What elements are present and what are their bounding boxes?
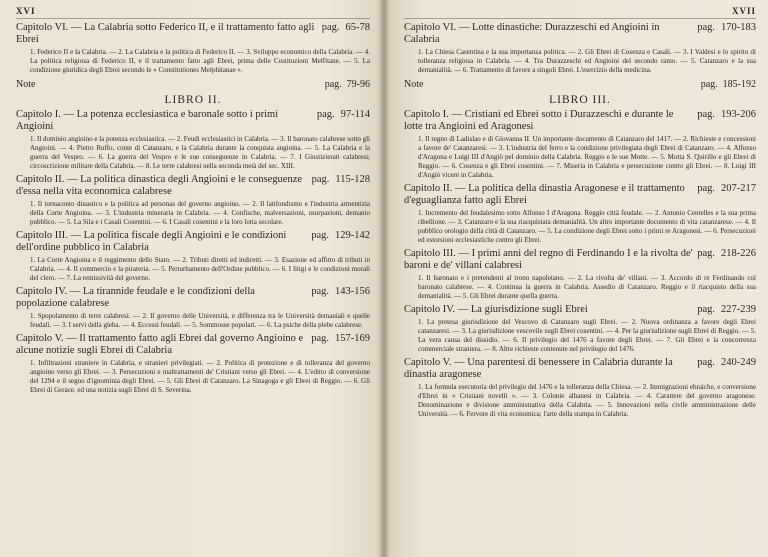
chapter-title: Capitolo VI. — Lotte dinastiche: Durazzeschi ed Angioini in Calabria: [404, 22, 660, 45]
chapter-entry: [404, 357, 756, 419]
chapter-sections: 1. La Chiesa Casentina e la sua importanza politica. — 2. Gli Ebrei di Cosenza e Casali. — 3. I Valdesi e lo spirito di tolleranza religiosa in Calabria. — 4. Tra Durazzeschi ed Angioini del secondo ramo. — 5. Catanzaro e la sua demanialità. — 6. Trattamento di favore a singoli Ebrei. L'esercizio della medicina.: [418, 48, 756, 74]
chapter-entry: [16, 286, 370, 330]
page-range: 79-96: [346, 79, 370, 90]
chapter-sections: 1. Il baronato e i pretendenti al trono napoletano. — 2. La rivolta de' villani. — 3. Accordo di re Ferdinando col baronato calabrese. — 4. Continua la guerra in Calabria. Assedio di Catanzaro. Reggio e il riacquisto della sua demanialità. — 5. Gli Ebrei durante quella guerra.: [418, 274, 756, 300]
chapter-title: Capitolo IV. — La tirannide feudale e le condizioni della popolazione calabrese: [16, 286, 255, 309]
pag-label: pag.: [697, 248, 715, 259]
page-range: 115-128: [335, 174, 370, 185]
chapter-title: Capitolo III. — I primi anni del regno di Ferdinando I e la rivolta de' baroni e de' villani calabresi: [404, 248, 693, 271]
chapter-sections: 1. La Corte Angioina e il reggimento dello Stato. — 2. Tributi diretti ed indiretti. — 3. Esazione ed affitto di tributi in Calabria. — 4. Il commercio e la pirateria. — 5. Perturbamento dell'Ordine pubblico. — 6. I litigi e le condizioni morali del clero. — 7. La remissività del governo.: [30, 256, 370, 282]
chapter-title: Capitolo V. — Una parentesi di benessere in Calabria durante la dinastia aragonese: [404, 357, 673, 380]
page-range: 129-142: [335, 230, 370, 241]
chapter-entry: [404, 183, 756, 245]
chapter-entry: [404, 22, 756, 75]
chapter-entry: [16, 22, 370, 75]
book-part-title: LIBRO II.: [164, 94, 222, 106]
pag-label: pag.: [697, 357, 715, 368]
pag-label: pag.: [697, 22, 715, 33]
pag-label: pag.: [324, 79, 342, 90]
book-gutter: [378, 0, 390, 557]
chapter-entry: [404, 109, 756, 180]
chapter-sections: 1. Il regno di Ladislao e di Giovanna II. Un importante documento di Catanzaro del 1417. — 2. Richieste e concessioni a favore de' Catanzaresi. — 3. L'industria del ferro e la condizione privilegiata degli Ebrei di Catanzaro. — 4. Alfonso d'Aragona e Luigi III d'Angiò pel dominio della Calabria. Reggio e le sue Motte. — 5. Motta S. Quirillo e gli Ebrei di Reggio. — 6. Cosenza e gli Ebrei cosentini. — 7. Miseria in Calabria e persecuzione contro gli Ebrei. — 8. Luigi III d'Angiò viceré in Calabria.: [418, 135, 756, 179]
pag-label: pag.: [311, 174, 330, 185]
chapter-sections: 1. Incremento del feudalesimo sotto Alfonso I d'Aragona. Reggio città feudale. — 2. Antonio Centelles e la sua prima ribellione. — 3. Catanzaro e la sua riacquistata demanialità. Un altro importante documento di vita catanzarese. — 4. Il pubblico orologio della città di Catanzaro. — 5. La condizione degli Ebrei sotto i primi re Aragonesi. — 6. Persecuzioni ed estorsioni ecclesiastiche contro gli Ebrei.: [418, 209, 756, 244]
pag-label: pag.: [311, 333, 329, 344]
page-range: 97-114: [340, 109, 370, 120]
divider: [16, 18, 370, 19]
divider: [404, 18, 756, 19]
chapter-title: Capitolo I. — Cristiani ed Ebrei sotto i Durazzeschi e durante le lotte tra Angioini ed Aragonesi: [404, 109, 674, 132]
pag-label: pag.: [700, 79, 718, 90]
page-range: 240-249: [721, 357, 756, 368]
page-range: 227-239: [721, 304, 756, 315]
chapter-sections: 1. Infiltrazioni straniere in Calabria, e stranieri privilegiati. — 2. Politica di protezione e di tolleranza del governo angioino verso gli Ebrei. — 3. Persecuzioni e maltrattamenti de' Cristiani verso gli Ebrei. — 4. L'editto di conversione del 1294 e il segno d'ignominia degli Ebrei. — 5. Gli Ebrei di Catanzaro. La Sinagoga e gli Ebrei di Reggio. — 6. Gli Ebrei di Gerace, ed una notizia sugli Ebrei di S. Severina.: [30, 359, 370, 394]
page-range: 218-226: [721, 248, 756, 259]
chapter-title: Capitolo IV. — La giurisdizione sugli Ebrei: [404, 304, 588, 315]
chapter-entry: [404, 304, 756, 354]
page-range: 143-156: [335, 286, 370, 297]
chapter-title: Capitolo III. — La politica fiscale degli Angioini e le condizioni dell'ordine pubblico in Calabria: [16, 230, 287, 253]
pag-label: pag.: [311, 286, 329, 297]
page-number: XVII: [731, 6, 756, 16]
pag-label: pag.: [311, 230, 329, 241]
pag-label: pag.: [697, 304, 715, 315]
right-page: [384, 0, 768, 557]
page-range: 207-217: [721, 183, 756, 194]
page-number: XVI: [16, 6, 36, 16]
pag-label: pag.: [316, 109, 335, 120]
note-entry: [404, 79, 756, 90]
chapter-title: Capitolo II. — La politica della dinastia Aragonese e il trattamento d'eguaglianza fatto agli Ebrei: [404, 183, 685, 206]
chapter-sections: 1. Federico II e la Calabria. — 2. La Calabria e la politica di Federico II. — 3. Sviluppo economico della Calabria. — 4. La politica religiosa di Federico II, e il trattamento fatto agli Ebrei, prima delle Costituzioni Melfitane. — 5. La condizione giuridica degli Ebrei secondo le « Constitutiones Melphitanae ».: [30, 48, 370, 74]
note-label: Note: [404, 79, 424, 90]
page-range: 170-183: [721, 22, 756, 33]
chapter-sections: 1. La pretesa giurisdizione del Vescovo di Catanzaro sugli Ebrei. — 2. Nuova ordinanza a favore degli Ebrei catanzaresi. — 3. La giurisdizione vescovile sugli Ebrei cosentini. — 4. Per la giurisdizione sugli Ebrei di Reggio. — 5. La vera causa del dissidio. — 6. Il privilegio del 1476 a favore degli Ebrei. — 7. Gli Ebrei e la concorrenza commerciale straniera. — 8. Altre richieste contenute nel privilegio del 1476.: [418, 318, 756, 353]
pag-label: pag.: [697, 183, 715, 194]
chapter-title: Capitolo V. — Il trattamento fatto agli Ebrei dal governo Angioino e alcune notizie sugli Ebrei di Calabria: [16, 333, 304, 356]
page-range: 185-192: [722, 79, 756, 90]
chapter-entry: [16, 174, 370, 227]
page-range: 193-206: [721, 109, 756, 120]
note-entry: [16, 79, 370, 90]
chapter-title: Capitolo II. — La politica dinastica degli Angioini e le conseguenze d'essa nella vita economica calabrese: [16, 174, 303, 197]
note-label: Note: [16, 79, 36, 90]
book-part-title: LIBRO III.: [549, 94, 611, 106]
chapter-entry: [404, 248, 756, 301]
pag-label: pag.: [697, 109, 715, 120]
chapter-entry: [16, 333, 370, 395]
chapter-entry: [16, 109, 370, 171]
chapter-title: Capitolo I. — La potenza ecclesiastica e baronale sotto i primi Angioini: [16, 109, 279, 132]
chapter-sections: 1. Il tornaconto dinastico e la politica ad personas del governo angioino. — 2. Il latifondismo e l'industria armentizia della Corte Angioina. — 3. L'industria mineraria in Calabria. — 4. Confische, malversazioni, usurpazioni, demanio pubblico. — 5. La Sila e i Casali Cosentini. — 6. I Casali cosentini e la loro lotta secolare.: [30, 200, 370, 226]
pag-label: pag.: [321, 22, 340, 33]
chapter-sections: 1. La formula esecutoria del privilegio del 1476 e la tolleranza della Chiesa. — 2. Immigrazioni ebraiche, e conversione d'Ebrei in « Cristiani novelli ». — 3. Colonie albanesi in Calabria. — 4. Carattere del governo aragonese. Denominazione e divisione amministrativa della Calabria. — 5. Innovazioni nella civile amministrazione delle Università. — 6. Fervore di vita economica; l'arte della stampa in Calabria.: [418, 383, 756, 418]
chapter-title: Capitolo VI. — La Calabria sotto Federico II, e il trattamento fatto agli Ebrei: [16, 22, 315, 45]
chapter-sections: 1. Spopolamento di terre calabresi. — 2. Il governo delle Università, e differenza tra le Università demaniali e quelle feudali. — 3. I servi della gleba. — 4. Eccessi feudali. — 5. Sommosse popolari. — 6. La psiche della plebe calabrese.: [30, 312, 370, 329]
chapter-entry: [16, 230, 370, 283]
page-range: 65-78: [345, 22, 370, 33]
page-range: 157-169: [335, 333, 370, 344]
chapter-sections: 1. Il dominio angioino e la potenza ecclesiastica. — 2. Feudi ecclesiastici in Calabria. — 3. Il baronato calabrese sotto gli Angioini. — 4. Pietro Ruffo, conte di Catanzaro, e la Calabria durante la conquista angioina. — 5. La Calabria e la guerra del Vespro. — 6. La guerra del Vespro e le sue conseguenze in Calabria. — 7. I Giustizierati calabresi; circoscrizione militare della Calabria. — 8. Le terre calabresi nella seconda metà del sec. XIII.: [30, 135, 370, 170]
